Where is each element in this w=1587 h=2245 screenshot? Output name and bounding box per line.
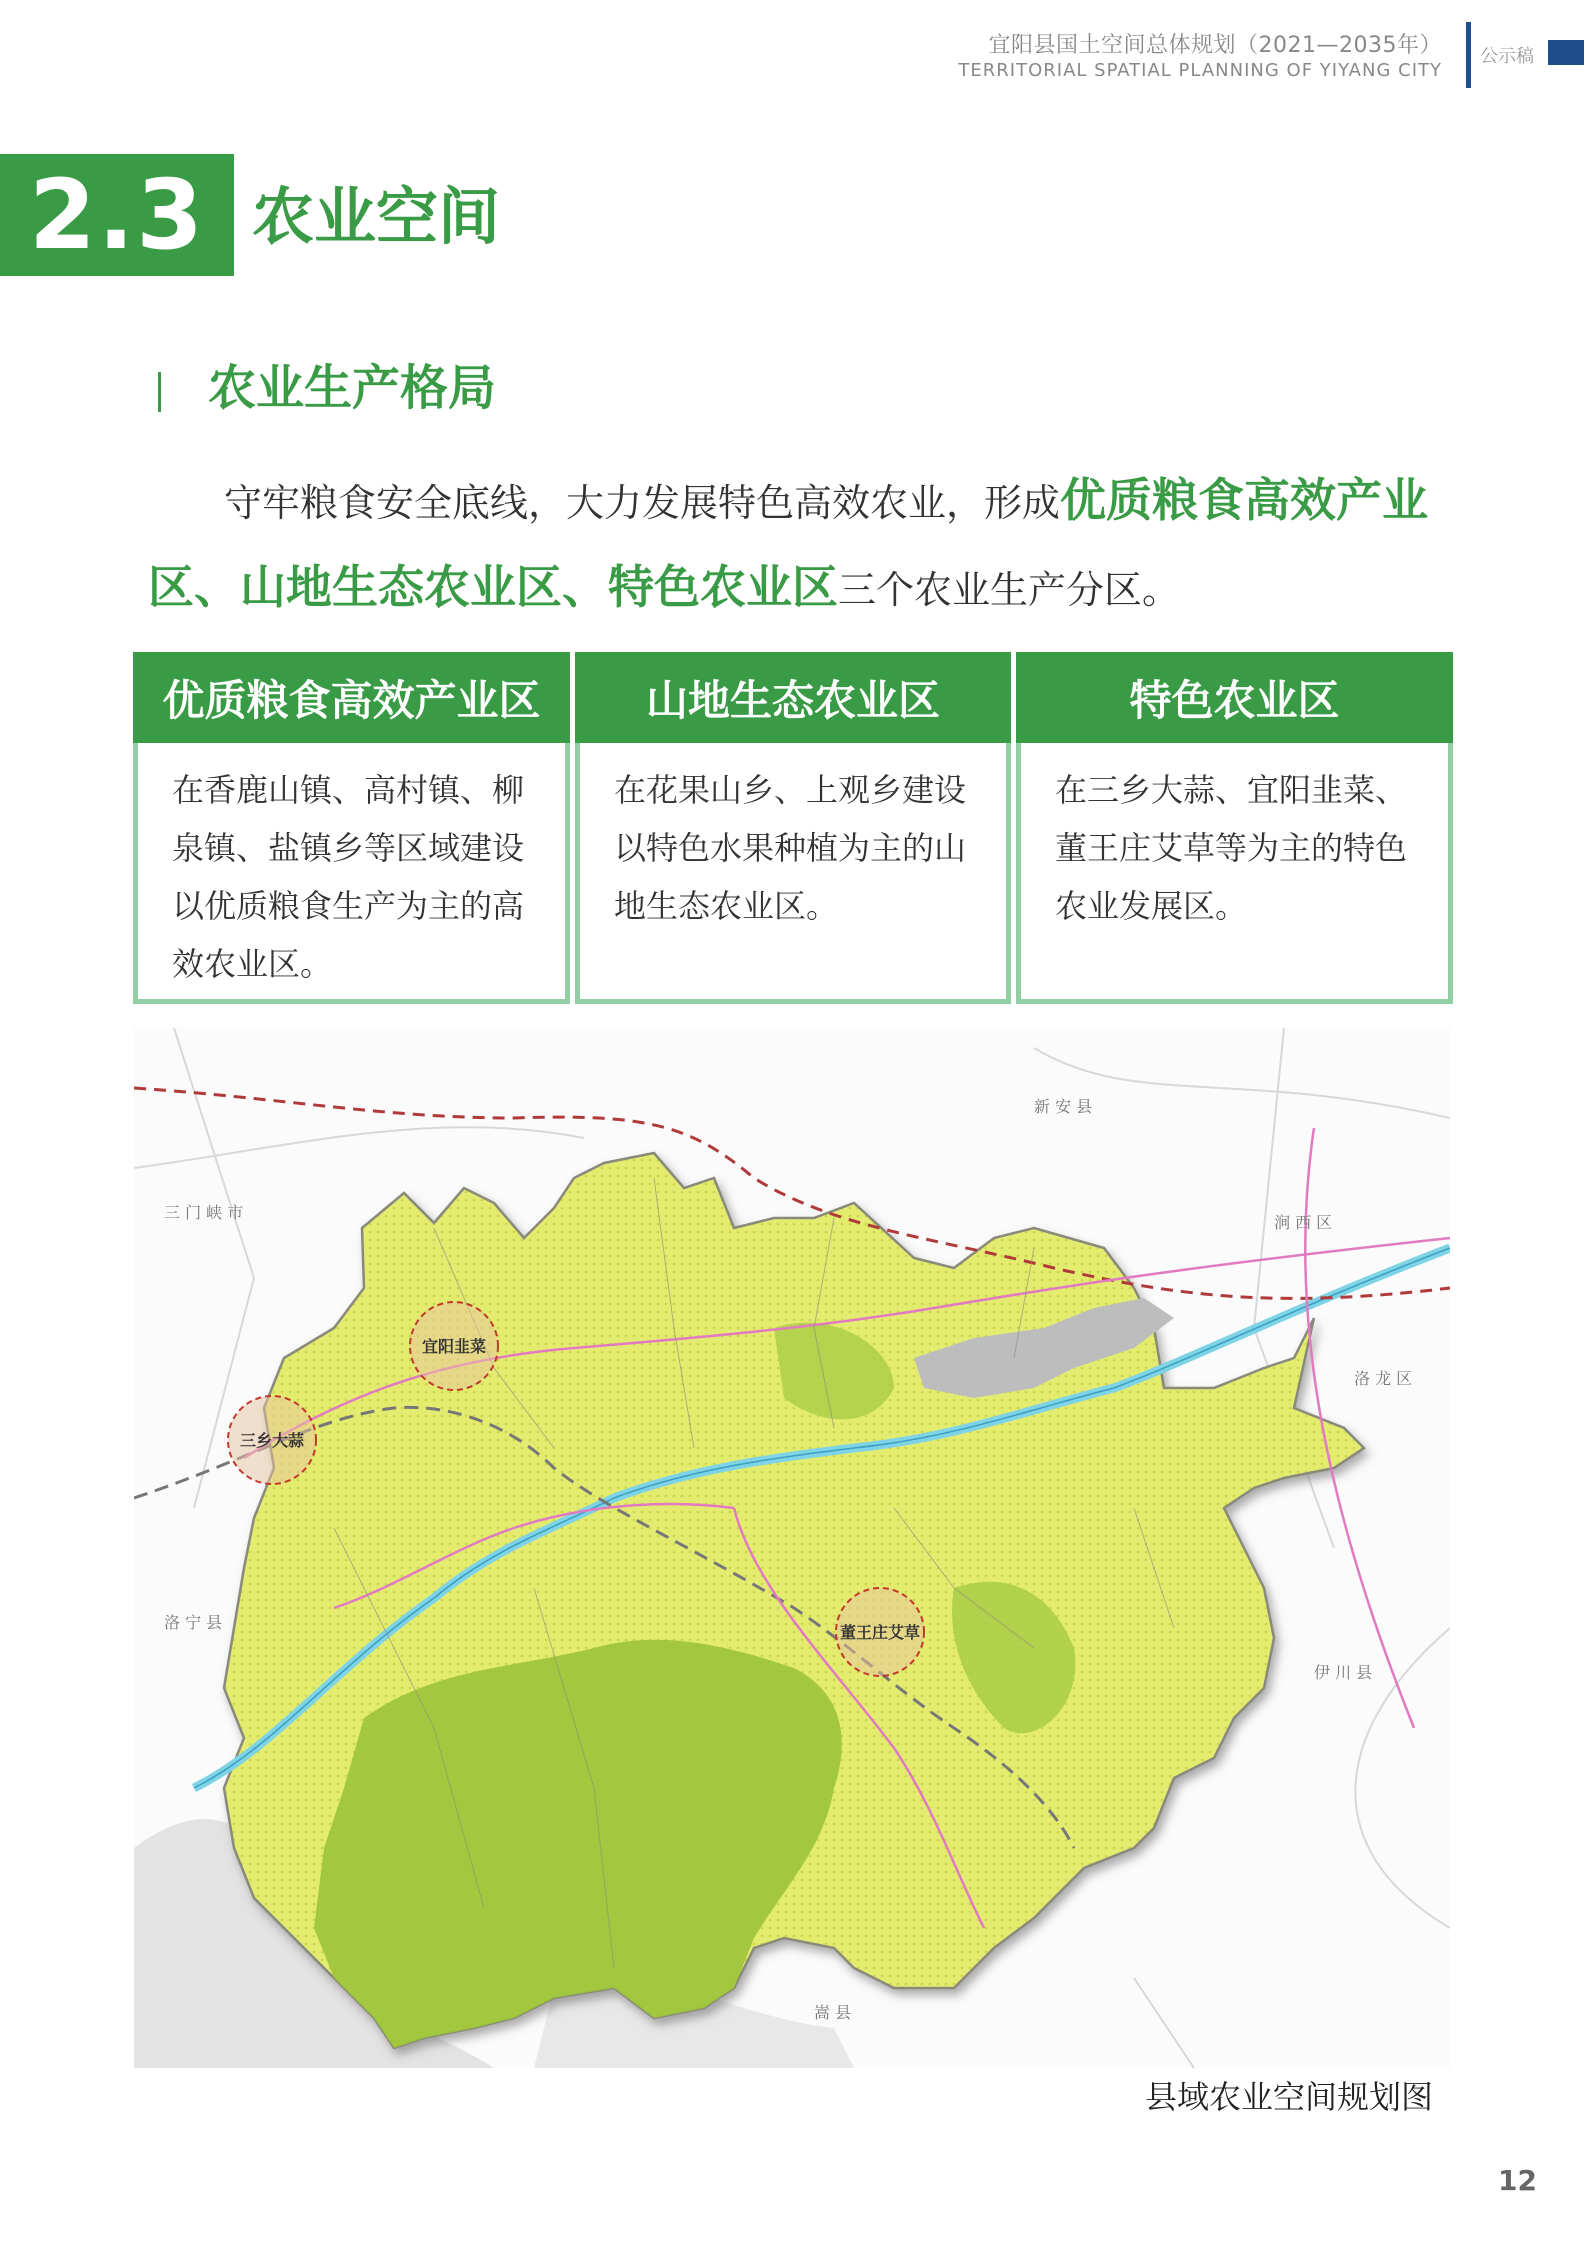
- section-title: 农业空间: [252, 180, 501, 253]
- zone-card-mountain: [575, 652, 1011, 1004]
- marker-label: 董王庄艾草: [839, 1623, 921, 1642]
- neighbor-label: 涧 西 区: [1274, 1213, 1333, 1232]
- marker-label: 宜阳韭菜: [421, 1337, 487, 1356]
- page-number: 12: [1498, 2164, 1537, 2197]
- header-color-block: [1548, 40, 1584, 65]
- zone-card-body: 在香鹿山镇、高村镇、柳泉镇、盐镇乡等区域建设以优质粮食生产为主的高效农业区。: [172, 771, 525, 983]
- neighbor-label: 洛 龙 区: [1354, 1369, 1413, 1388]
- zone-card-body: 在三乡大蒜、宜阳韭菜、董王庄艾草等为主的特色农业发展区。: [1055, 771, 1408, 925]
- subsection-title: 农业生产格局: [208, 360, 497, 416]
- intro-lead: 守牢粮食安全底线，大力发展特色高效农业，形成: [224, 481, 1061, 525]
- intro-highlight: 优质粮食高效产业区、山地生态农业区、特色农业区: [148, 473, 1429, 614]
- subsection-marker: [158, 372, 161, 412]
- draft-tag: 公示稿: [1480, 46, 1534, 67]
- section-number: 2.3: [0, 154, 234, 276]
- marker-yiyang-chives: [410, 1302, 498, 1390]
- neighbor-label: 新 安 县: [1034, 1097, 1093, 1116]
- intro-paragraph: [148, 458, 1438, 632]
- marker-label: 三乡大蒜: [239, 1431, 305, 1450]
- doc-subtitle: TERRITORIAL SPATIAL PLANNING OF YIYANG CITY: [958, 60, 1442, 81]
- zone-card-body: 在花果山乡、上观乡建设以特色水果种植为主的山地生态农业区。: [614, 771, 967, 925]
- zone-card-title: 优质粮食高效产业区: [133, 652, 570, 743]
- intro-tail: 三个农业生产分区。: [838, 568, 1181, 612]
- forest-area: [314, 1640, 842, 2048]
- marker-sanxiang-garlic: [228, 1396, 316, 1484]
- header-divider: [1466, 22, 1471, 88]
- doc-title: 宜阳县国土空间总体规划（2021—2035年）: [988, 33, 1442, 58]
- zone-card-grain: [133, 652, 570, 1004]
- zone-card-specialty: [1016, 652, 1453, 1004]
- zone-card-title: 山地生态农业区: [575, 652, 1011, 743]
- marker-dongwangzhuang-mugwort: [836, 1588, 924, 1676]
- neighbor-label: 伊 川 县: [1314, 1663, 1373, 1682]
- neighbor-label: 嵩 县: [814, 2003, 852, 2022]
- agricultural-space-map: [134, 1028, 1450, 2068]
- map-caption: 县域农业空间规划图: [1144, 2078, 1433, 2116]
- zone-card-title: 特色农业区: [1016, 652, 1453, 743]
- map-graphic: [134, 1028, 1450, 2068]
- neighbor-label: 三 门 峡 市: [164, 1203, 244, 1222]
- zone-cards: [133, 652, 1453, 1004]
- neighbor-label: 洛 宁 县: [164, 1613, 223, 1632]
